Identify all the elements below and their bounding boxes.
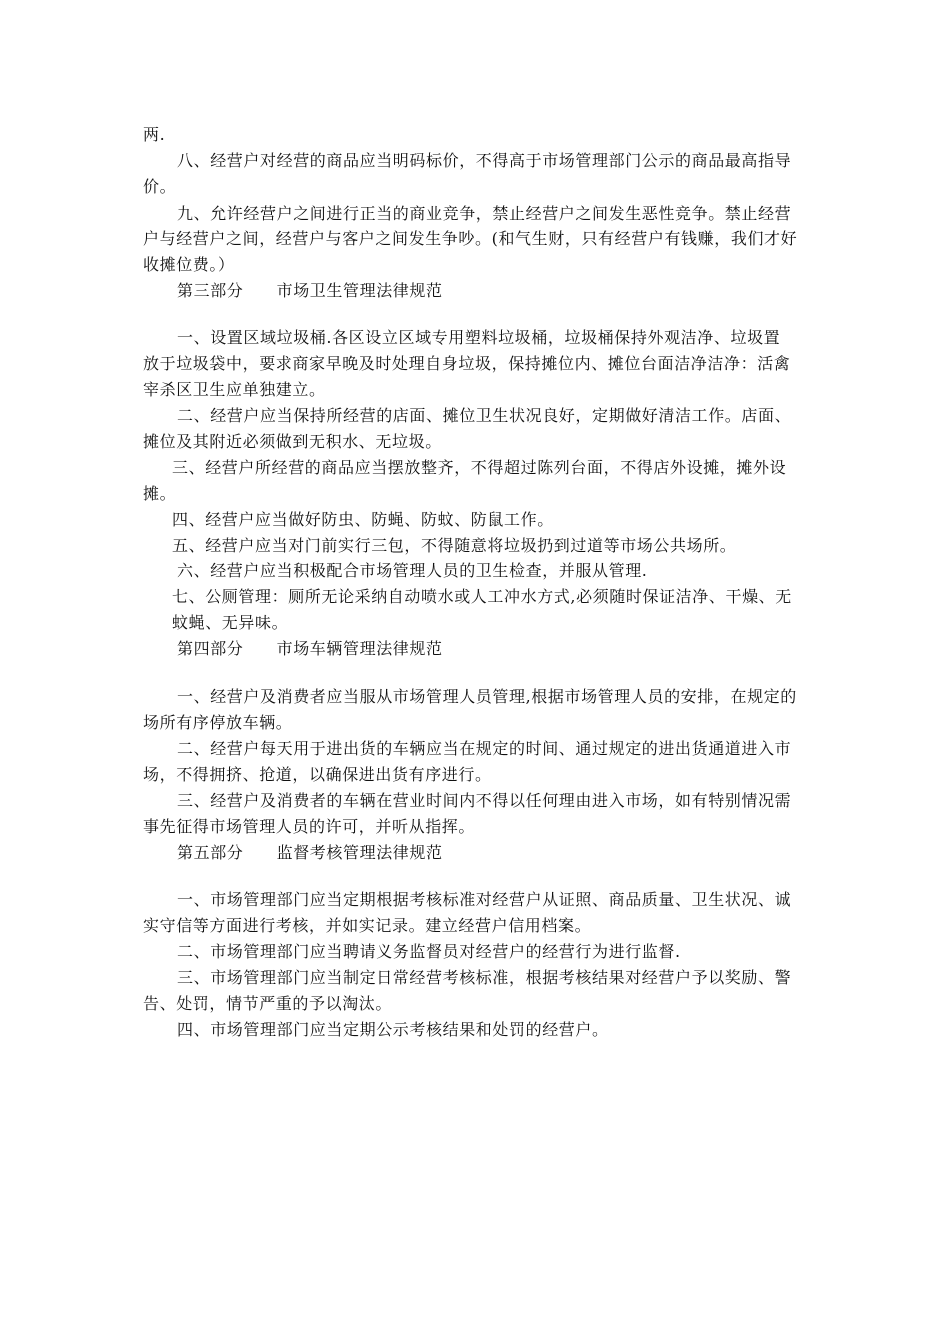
text-line: 一、设置区域垃圾桶.各区设立区域专用塑料垃圾桶，垃圾桶保持外观洁净、垃圾置	[177, 328, 781, 347]
text-line: 事先征得市场管理人员的许可，并听从指挥。	[143, 817, 476, 836]
section-heading: 第四部分 市场车辆管理法律规范	[177, 639, 443, 658]
text-line: 五、经营户应当对门前实行三包，不得随意将垃圾扔到过道等市场公共场所。	[172, 536, 737, 555]
text-line: 三、经营户所经营的商品应当摆放整齐，不得超过陈列台面，不得店外设摊，摊外设	[172, 458, 787, 477]
text-line: 七、公厕管理：厕所无论采纳自动喷水或人工冲水方式,必须随时保证洁净、干燥、无	[172, 587, 792, 606]
text-line: 摊。	[143, 484, 177, 503]
text-line: 摊位及其附近必须做到无积水、无垃圾。	[143, 432, 442, 451]
text-line: 三、经营户及消费者的车辆在营业时间内不得以任何理由进入市场，如有特别情况需	[177, 791, 792, 810]
text-line: 一、经营户及消费者应当服从市场管理人员管理,根据市场管理人员的安排，在规定的	[177, 687, 797, 706]
text-line: 场所有序停放车辆。	[143, 713, 293, 732]
text-line: 实守信等方面进行考核，并如实记录。建立经营户信用档案。	[143, 916, 592, 935]
text-line: 告、处罚，情节严重的予以淘汰。	[143, 994, 393, 1013]
text-line: 两.	[143, 125, 166, 144]
text-line: 户与经营户之间，经营户与客户之间发生争吵。(和气生财，只有经营户有钱赚，我们才好	[143, 229, 798, 248]
text-line: 六、经营户应当积极配合市场管理人员的卫生检查，并服从管理.	[177, 561, 648, 580]
text-line: 蚊蝇、无异味。	[172, 613, 289, 632]
text-line: 二、经营户每天用于进出货的车辆应当在规定的时间、通过规定的进出货通道进入市	[177, 739, 792, 758]
text-line: 收摊位费。）	[143, 255, 235, 274]
text-line: 一、市场管理部门应当定期根据考核标准对经营户从证照、商品质量、卫生状况、诚	[177, 890, 792, 909]
section-heading: 第三部分 市场卫生管理法律规范	[177, 281, 443, 300]
text-line: 放于垃圾袋中，要求商家早晚及时处理自身垃圾，保持摊位内、摊位台面洁净洁净：活禽	[143, 354, 791, 373]
text-line: 场，不得拥挤、抢道，以确保进出货有序进行。	[143, 765, 492, 784]
text-line: 三、市场管理部门应当制定日常经营考核标准，根据考核结果对经营户予以奖励、警	[177, 968, 792, 987]
text-line: 二、经营户应当保持所经营的店面、摊位卫生状况良好，定期做好清洁工作。店面、	[177, 406, 792, 425]
text-line: 价。	[143, 177, 177, 196]
text-line: 二、市场管理部门应当聘请义务监督员对经营户的经营行为进行监督.	[177, 942, 681, 961]
section-heading: 第五部分 监督考核管理法律规范	[177, 843, 443, 862]
text-line: 八、经营户对经营的商品应当明码标价，不得高于市场管理部门公示的商品最高指导	[177, 151, 792, 170]
text-line: 宰杀区卫生应单独建立。	[143, 380, 326, 399]
text-line: 九、允许经营户之间进行正当的商业竞争，禁止经营户之间发生恶性竞争。禁止经营	[177, 204, 792, 223]
text-line: 四、经营户应当做好防虫、防蝇、防蚊、防鼠工作。	[172, 510, 554, 529]
text-line: 四、市场管理部门应当定期公示考核结果和处罚的经营户。	[177, 1020, 609, 1039]
